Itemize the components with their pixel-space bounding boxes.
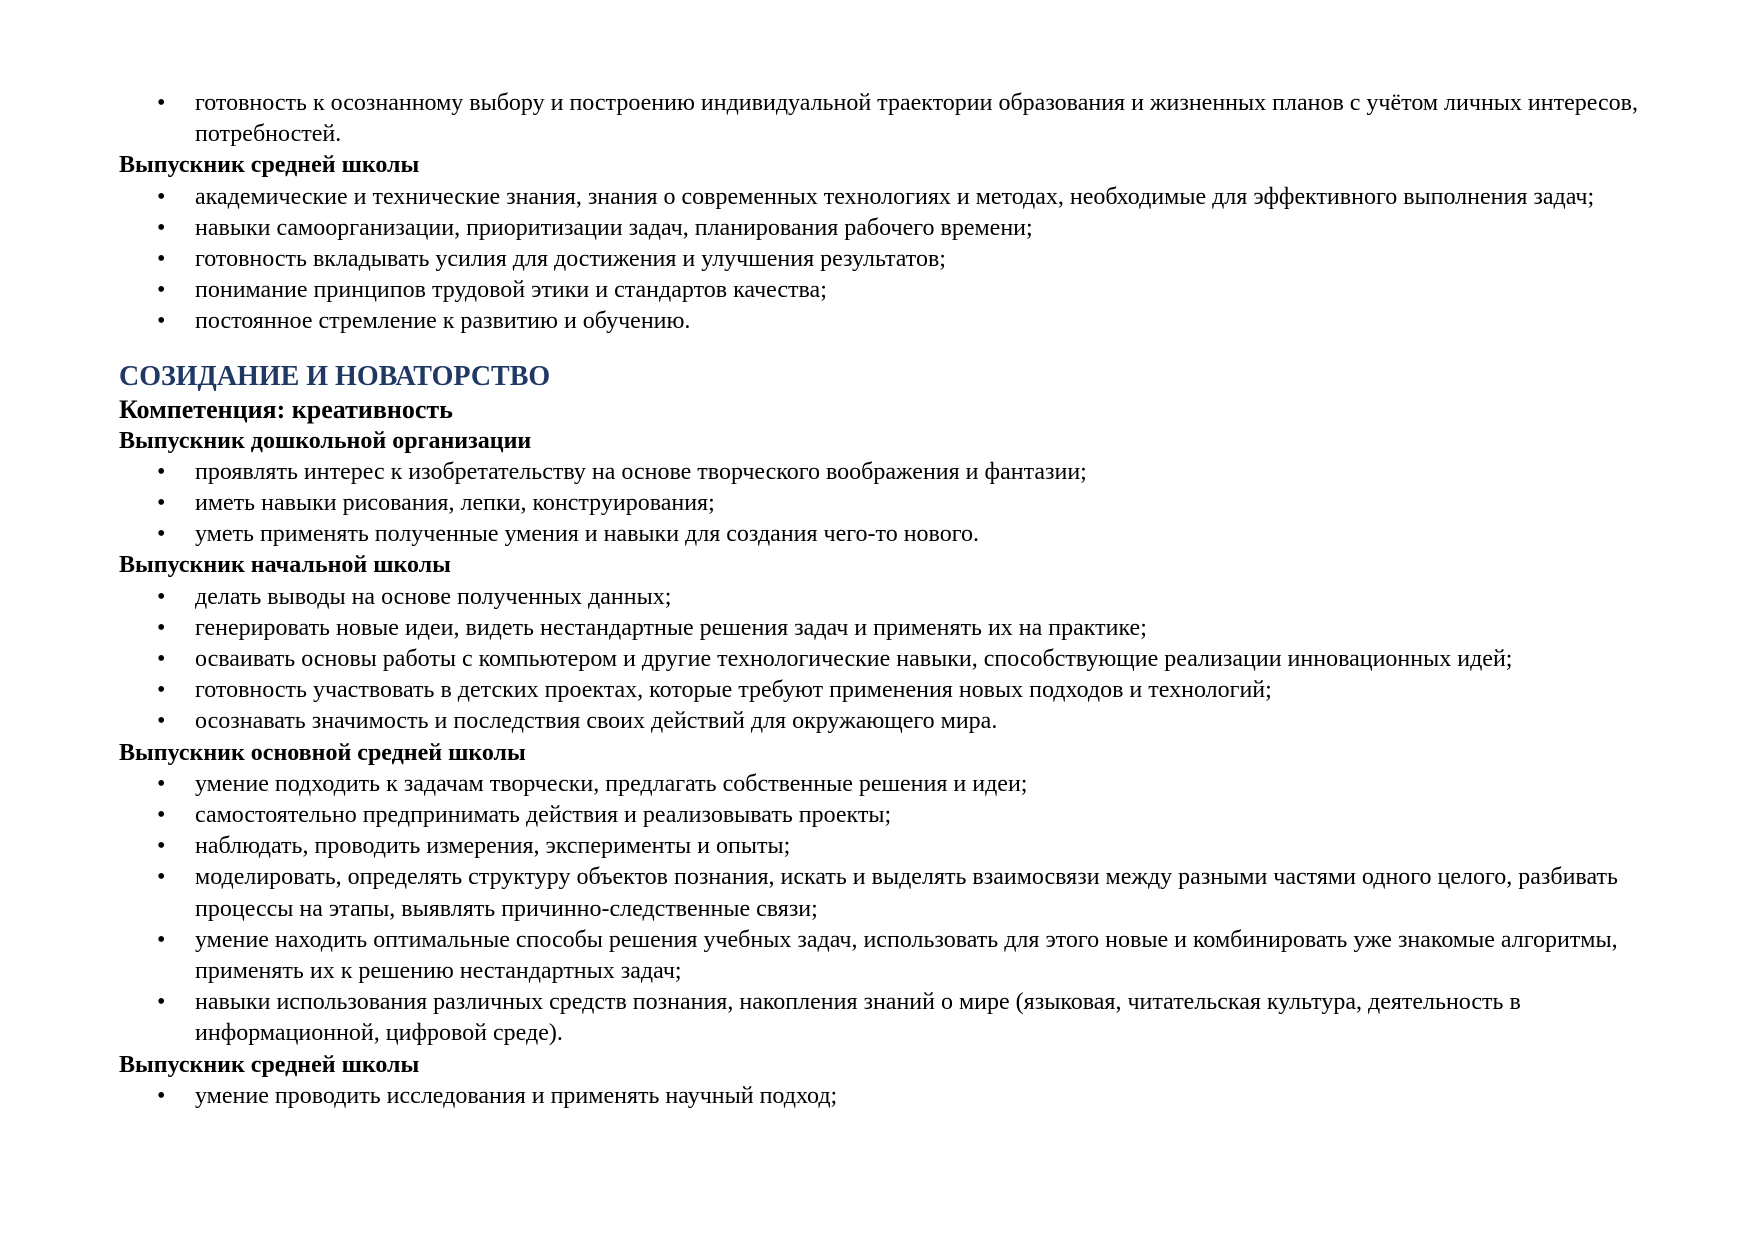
bullet-icon: • [157, 864, 166, 891]
list-item [119, 306, 1639, 337]
group-heading-primary: Выпускник начальной школы [119, 552, 451, 579]
bullet-icon: • [157, 770, 166, 797]
list-item-text: умение подходить к задачам творчески, предлагать собственные решения и идеи; [195, 770, 1028, 797]
list-item [119, 182, 1639, 213]
list-item-text: умение находить оптимальные способы решения учебных задач, использовать для этого новые и комбинировать уже знакомые алгоритмы, применять их к решению нестандартных задач; [195, 926, 1618, 985]
list-item-text: понимание принципов трудовой этики и стандартов качества; [195, 277, 827, 304]
bullet-icon: • [157, 490, 166, 517]
bullet-icon: • [157, 246, 166, 273]
bullet-icon: • [157, 183, 166, 210]
bullet-icon: • [157, 677, 166, 704]
list-item [119, 800, 1639, 831]
list-item-text: делать выводы на основе полученных данных; [195, 583, 672, 610]
list-item [119, 613, 1639, 644]
list-item-text: самостоятельно предпринимать действия и реализовывать проекты; [195, 802, 892, 829]
group-heading-secondary-prev: Выпускник средней школы [119, 152, 420, 179]
bullet-icon: • [157, 521, 166, 548]
bullet-icon: • [157, 989, 166, 1016]
bullet-list-preschool [119, 457, 1639, 551]
list-item [119, 862, 1639, 924]
list-item-text: навыки самоорганизации, приоритизации задач, планирования рабочего времени; [195, 214, 1033, 241]
list-item-text: уметь применять полученные умения и навыки для создания чего-то нового. [195, 521, 979, 548]
bullet-list-primary [119, 582, 1639, 738]
bullet-icon: • [157, 90, 166, 116]
document-page [119, 88, 1639, 1112]
bullet-list-secondary-prev [119, 182, 1639, 338]
section-title: СОЗИДАНИЕ И НОВАТОРСТВО [119, 360, 551, 392]
bullet-icon: • [157, 458, 166, 485]
list-item-text: навыки использования различных средств познания, накопления знаний о мире (языковая, читательская культура, деятельность в информационной, цифровой среде). [195, 989, 1521, 1047]
list-item [119, 706, 1639, 737]
list-item [119, 213, 1639, 244]
list-item [119, 457, 1639, 488]
list-item [119, 488, 1639, 519]
bullet-icon: • [157, 708, 166, 735]
list-item-text: постоянное стремление к развитию и обучению. [195, 308, 691, 335]
bullet-icon: • [157, 802, 166, 829]
list-item [119, 987, 1639, 1049]
list-item-text: проявлять интерес к изобретательству на основе творческого воображения и фантазии; [195, 458, 1087, 485]
list-item-text: моделировать, определять структуру объектов познания, искать и выделять взаимосвязи между разными частями одного целого, разбивать процессы на этапы, выявлять причинно-следственные связи; [195, 864, 1618, 922]
list-item [119, 644, 1639, 675]
group-heading-preschool: Выпускник дошкольной организации [119, 427, 532, 454]
bullet-icon: • [157, 926, 166, 953]
list-item-text: умение проводить исследования и применять научный подход; [195, 1082, 838, 1109]
list-item-text: генерировать новые идеи, видеть нестандартные решения задач и применять их на практике; [195, 614, 1147, 641]
list-item [119, 675, 1639, 706]
bullet-icon: • [157, 214, 166, 241]
list-item [119, 275, 1639, 306]
bullet-list-top [119, 88, 1639, 150]
bullet-icon: • [157, 277, 166, 304]
list-item [119, 925, 1639, 987]
bullet-icon: • [157, 583, 166, 610]
list-item [119, 88, 1639, 150]
competency-heading: Компетенция: креативность [119, 394, 453, 424]
list-item-text: готовность к осознанному выбору и построению индивидуальной траектории образования и жизненных планов с учётом личных интересов, потребностей. [195, 90, 1638, 148]
list-item-text: осознавать значимость и последствия своих действий для окружающего мира. [195, 708, 998, 735]
list-item-text: академические и технические знания, знания о современных технологиях и методах, необходимые для эффективного выполнения задач; [195, 183, 1595, 210]
group-heading-secondary: Выпускник средней школы [119, 1051, 420, 1078]
list-item-text: готовность вкладывать усилия для достижения и улучшения результатов; [195, 246, 946, 273]
list-item-text: наблюдать, проводить измерения, эксперименты и опыты; [195, 833, 791, 860]
list-item [119, 831, 1639, 862]
bullet-icon: • [157, 646, 166, 673]
list-item-text: осваивать основы работы с компьютером и другие технологические навыки, способствующие реализации инновационных идей; [195, 646, 1513, 673]
list-item [119, 1081, 1639, 1112]
bullet-icon: • [157, 1082, 166, 1109]
bullet-icon: • [157, 308, 166, 335]
list-item [119, 519, 1639, 550]
list-item [119, 244, 1639, 275]
bullet-list-basic-secondary [119, 769, 1639, 1050]
list-item-text: иметь навыки рисования, лепки, конструирования; [195, 490, 715, 517]
list-item-text: готовность участвовать в детских проектах, которые требуют применения новых подходов и технологий; [195, 677, 1272, 704]
list-item [119, 582, 1639, 613]
list-item [119, 769, 1639, 800]
bullet-icon: • [157, 614, 166, 641]
bullet-list-secondary [119, 1081, 1639, 1112]
group-heading-basic-secondary: Выпускник основной средней школы [119, 739, 526, 766]
bullet-icon: • [157, 833, 166, 860]
